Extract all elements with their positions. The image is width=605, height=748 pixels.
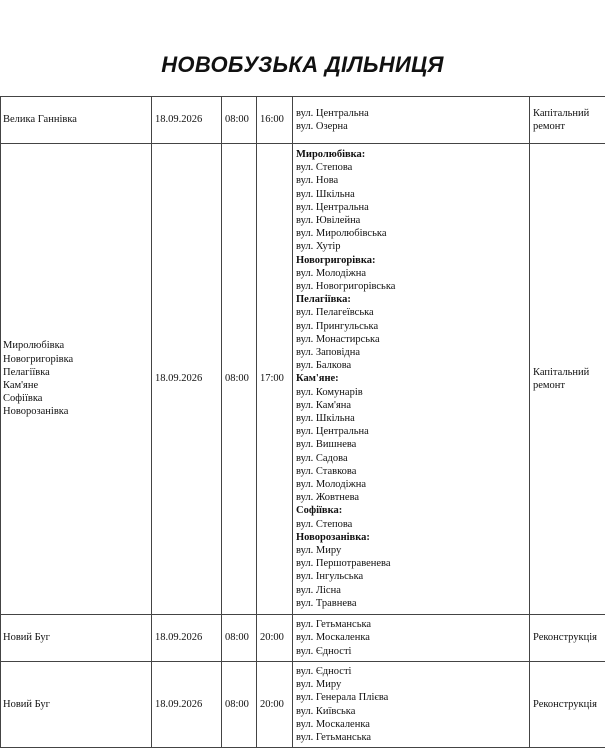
settlements-cell: [1, 97, 152, 144]
street-name: вул. Озерна: [296, 121, 348, 132]
street-name: вул. Хутір: [296, 241, 341, 253]
street-name: вул. Ставкова: [296, 465, 357, 477]
end-time: 17:00: [260, 373, 284, 385]
street-name: вул. Миролюбівська: [296, 228, 387, 240]
work-type-cell: [530, 662, 605, 748]
settlements-cell: [1, 662, 152, 748]
work-type: Капітальний: [533, 366, 590, 378]
street-name: вул. Степова: [296, 162, 353, 174]
page-title: НОВОБУЗЬКА ДІЛЬНИЦЯ: [161, 52, 444, 77]
start-time: 08:00: [225, 114, 249, 126]
street-name: вул. Шкільна: [296, 188, 355, 200]
street-name: вул. Гетьманська: [296, 731, 372, 743]
street-name: вул. Нова: [296, 175, 339, 187]
start-time: 08:00: [225, 373, 249, 385]
settlement-heading: Кам'яне:: [296, 373, 339, 385]
street-name: вул. Першотравенева: [296, 558, 391, 570]
settlement-name: Велика Ганнівка: [3, 114, 77, 126]
street-name: вул. Центральна: [296, 201, 369, 213]
settlement-heading: Новорозанівка:: [296, 531, 370, 543]
street-name: вул. Монастирська: [296, 333, 380, 345]
end-time: 20:00: [260, 632, 284, 644]
start-time-cell: [222, 615, 257, 662]
settlement-name: Новий Буг: [3, 698, 50, 710]
street-name: вул. Москаленка: [296, 718, 370, 730]
street-name: вул. Миру: [296, 545, 342, 557]
street-name: вул. Молодіжна: [296, 267, 367, 279]
table-body: [1, 97, 605, 748]
settlement-heading: Софіївка:: [296, 505, 343, 517]
settlement-name: Новий Буг: [3, 632, 50, 644]
start-time: 08:00: [225, 698, 249, 710]
end-time-cell: [257, 97, 293, 144]
street-name: вул. Балкова: [296, 360, 352, 372]
settlement-heading: Новогригорівка:: [296, 254, 376, 266]
outage-date: 18.09.2026: [155, 373, 203, 385]
settlements-cell: [1, 144, 152, 615]
work-type-cell: [530, 144, 605, 615]
settlement-heading: Пелагіївка:: [296, 294, 351, 306]
street-name: вул. Шкільна: [296, 413, 355, 424]
street-name: вул. Комунарів: [296, 386, 363, 398]
street-name: вул. Москаленка: [296, 632, 370, 644]
settlement-name: Миролюбівка: [3, 340, 65, 352]
street-name: вул. Єдності: [296, 645, 352, 657]
street-name: вул. Степова: [296, 518, 353, 530]
end-time-cell: [257, 615, 293, 662]
street-name: вул. Гетьманська: [296, 619, 372, 631]
work-type-cell: [530, 615, 605, 662]
settlement-name: Пелагіївка: [3, 366, 50, 378]
outage-date: 18.09.2026: [155, 114, 203, 126]
table-row: [1, 615, 605, 662]
street-name: вул. Вишнева: [296, 439, 357, 451]
streets-cell: [293, 615, 530, 662]
end-time: 20:00: [260, 698, 284, 710]
street-name: вул. Центральна: [296, 426, 369, 438]
work-type-cell: [530, 97, 605, 144]
outage-date: 18.09.2026: [155, 632, 203, 644]
work-type: ремонт: [533, 380, 566, 391]
street-name: вул. Єдності: [296, 665, 352, 677]
settlements-cell: [1, 615, 152, 662]
work-type: Капітальний: [533, 107, 590, 119]
street-name: вул. Інгульська: [296, 571, 364, 583]
work-type: ремонт: [533, 121, 566, 132]
end-time-cell: [257, 662, 293, 748]
date-cell: [152, 144, 222, 615]
date-cell: [152, 97, 222, 144]
street-name: вул. Молодіжна: [296, 479, 367, 491]
outage-date: 18.09.2026: [155, 698, 203, 710]
settlement-name: Новорозанівка: [3, 406, 69, 418]
street-name: вул. Новогригорівська: [296, 280, 396, 292]
start-time-cell: [222, 97, 257, 144]
date-cell: [152, 615, 222, 662]
street-name: вул. Генерала Плієва: [296, 692, 389, 704]
streets-cell: [293, 97, 530, 144]
street-name: вул. Пелагеївська: [296, 307, 374, 319]
street-name: вул. Жовтнева: [296, 492, 360, 504]
end-time: 16:00: [260, 114, 284, 126]
start-time-cell: [222, 662, 257, 748]
street-name: вул. Травнева: [296, 597, 357, 609]
street-name: вул. Ювілейна: [296, 214, 361, 226]
table-row: [1, 662, 605, 748]
street-name: вул. Садова: [296, 452, 348, 464]
street-name: вул. Миру: [296, 679, 342, 691]
settlement-heading: Миролюбівка:: [296, 148, 366, 160]
street-name: вул. Прингульська: [296, 320, 379, 332]
settlement-name: Новогригорівка: [3, 353, 74, 365]
work-type: Реконструкція: [533, 698, 598, 710]
date-cell: [152, 662, 222, 748]
start-time: 08:00: [225, 632, 249, 644]
settlement-name: Софіївка: [3, 393, 43, 405]
table-row: [1, 144, 605, 615]
street-name: вул. Центральна: [296, 107, 369, 119]
start-time-cell: [222, 144, 257, 615]
outage-schedule-table: [0, 96, 605, 748]
settlement-name: Кам'яне: [3, 380, 39, 391]
work-type: Реконструкція: [533, 632, 598, 644]
street-name: вул. Заповідна: [296, 346, 361, 358]
street-name: вул. Київська: [296, 705, 356, 717]
street-name: вул. Кам'яна: [296, 399, 352, 411]
table-row: [1, 97, 605, 144]
streets-cell: [293, 662, 530, 748]
streets-cell: [293, 144, 530, 615]
end-time-cell: [257, 144, 293, 615]
street-name: вул. Лісна: [296, 584, 341, 596]
